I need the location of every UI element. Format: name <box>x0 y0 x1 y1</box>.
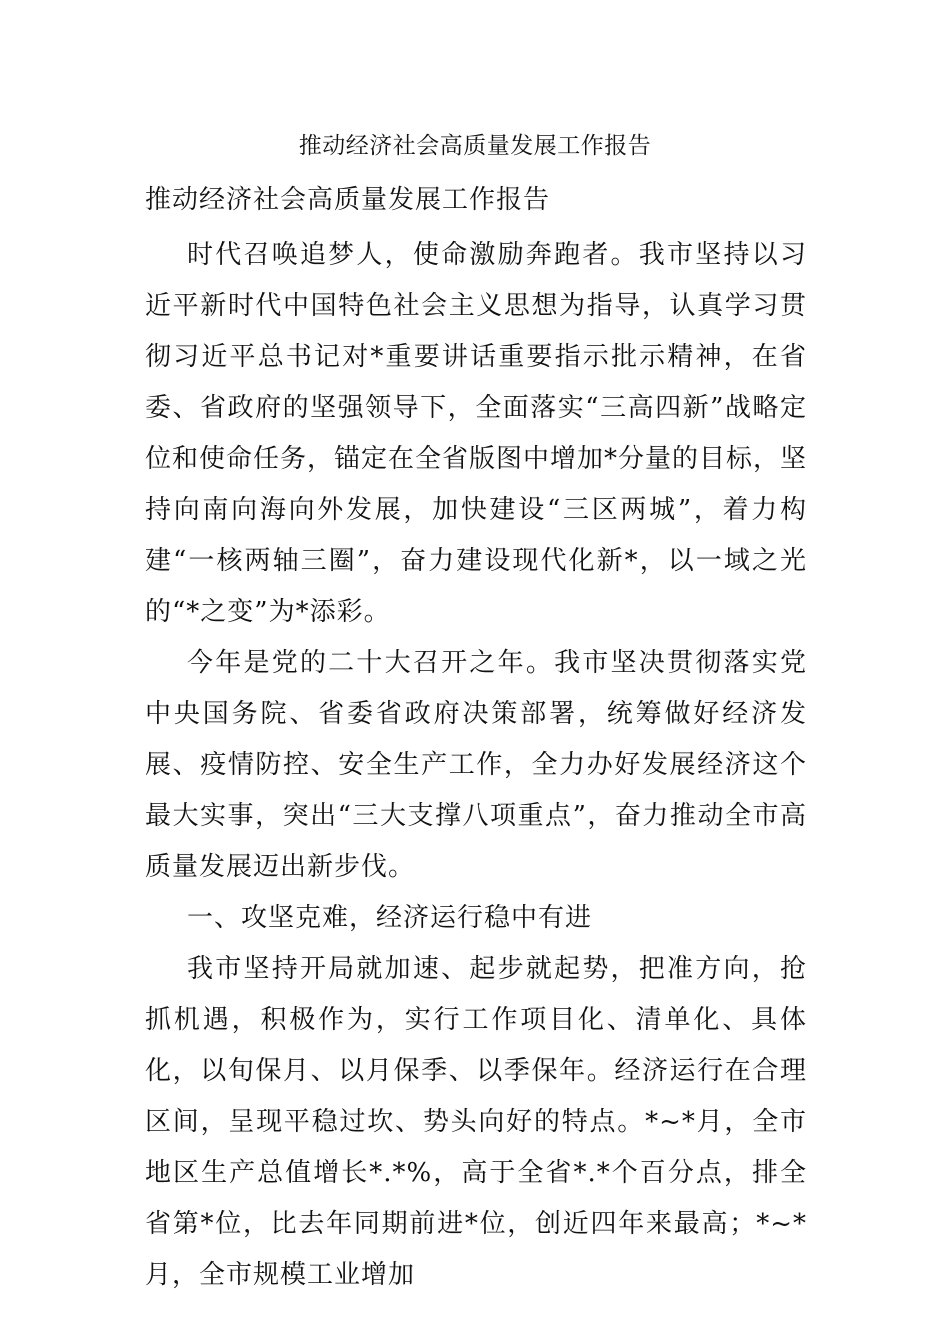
document-subtitle: 推动经济社会高质量发展工作报告 <box>145 185 551 215</box>
paragraph-intro: 时代召唤追梦人，使命激励奔跑者。我市坚持以习近平新时代中国特色社会主义思想为指导，认真学习贯彻习近平总书记对*重要讲话重要指示批示精神，在省委、省政府的坚强领导下，全面落实“三高四新”战略定位和使命任务，锚定在全省版图中增加*分量的目标，坚持向南向海向外发展，加快建设“三区两城”，着力构建“一核两轴三圈”，奋力建设现代化新*，以一域之光的“*之变”为*添彩。 <box>145 240 808 627</box>
document-body <box>145 230 807 1301</box>
paragraph-overview: 今年是党的二十大召开之年。我市坚决贯彻落实党中央国务院、省委省政府决策部署，统筹做好经济发展、疫情防控、安全生产工作，全力办好发展经济这个最大实事，突出“三大支撑八项重点”，奋力推动全市高质量发展迈出新步伐。 <box>145 648 807 882</box>
section-heading: 一、攻坚克难，经济运行稳中有进 <box>187 903 593 933</box>
document-title: 推动经济社会高质量发展工作报告 <box>298 133 652 159</box>
paragraph-section-1: 我市坚持开局就加速、起步就起势，把准方向，抢抓机遇，积极作为，实行工作项目化、清单化、具体化，以旬保月、以月保季、以季保年。经济运行在合理区间，呈现平稳过坎、势头向好的特点。*~*月，全市地区生产总值增长*.*%，高于全省*.*个百分点，排全省第*位，比去年同期前进*位，创近四年来最高；*~*月，全市规模工业增加 <box>145 954 807 1290</box>
